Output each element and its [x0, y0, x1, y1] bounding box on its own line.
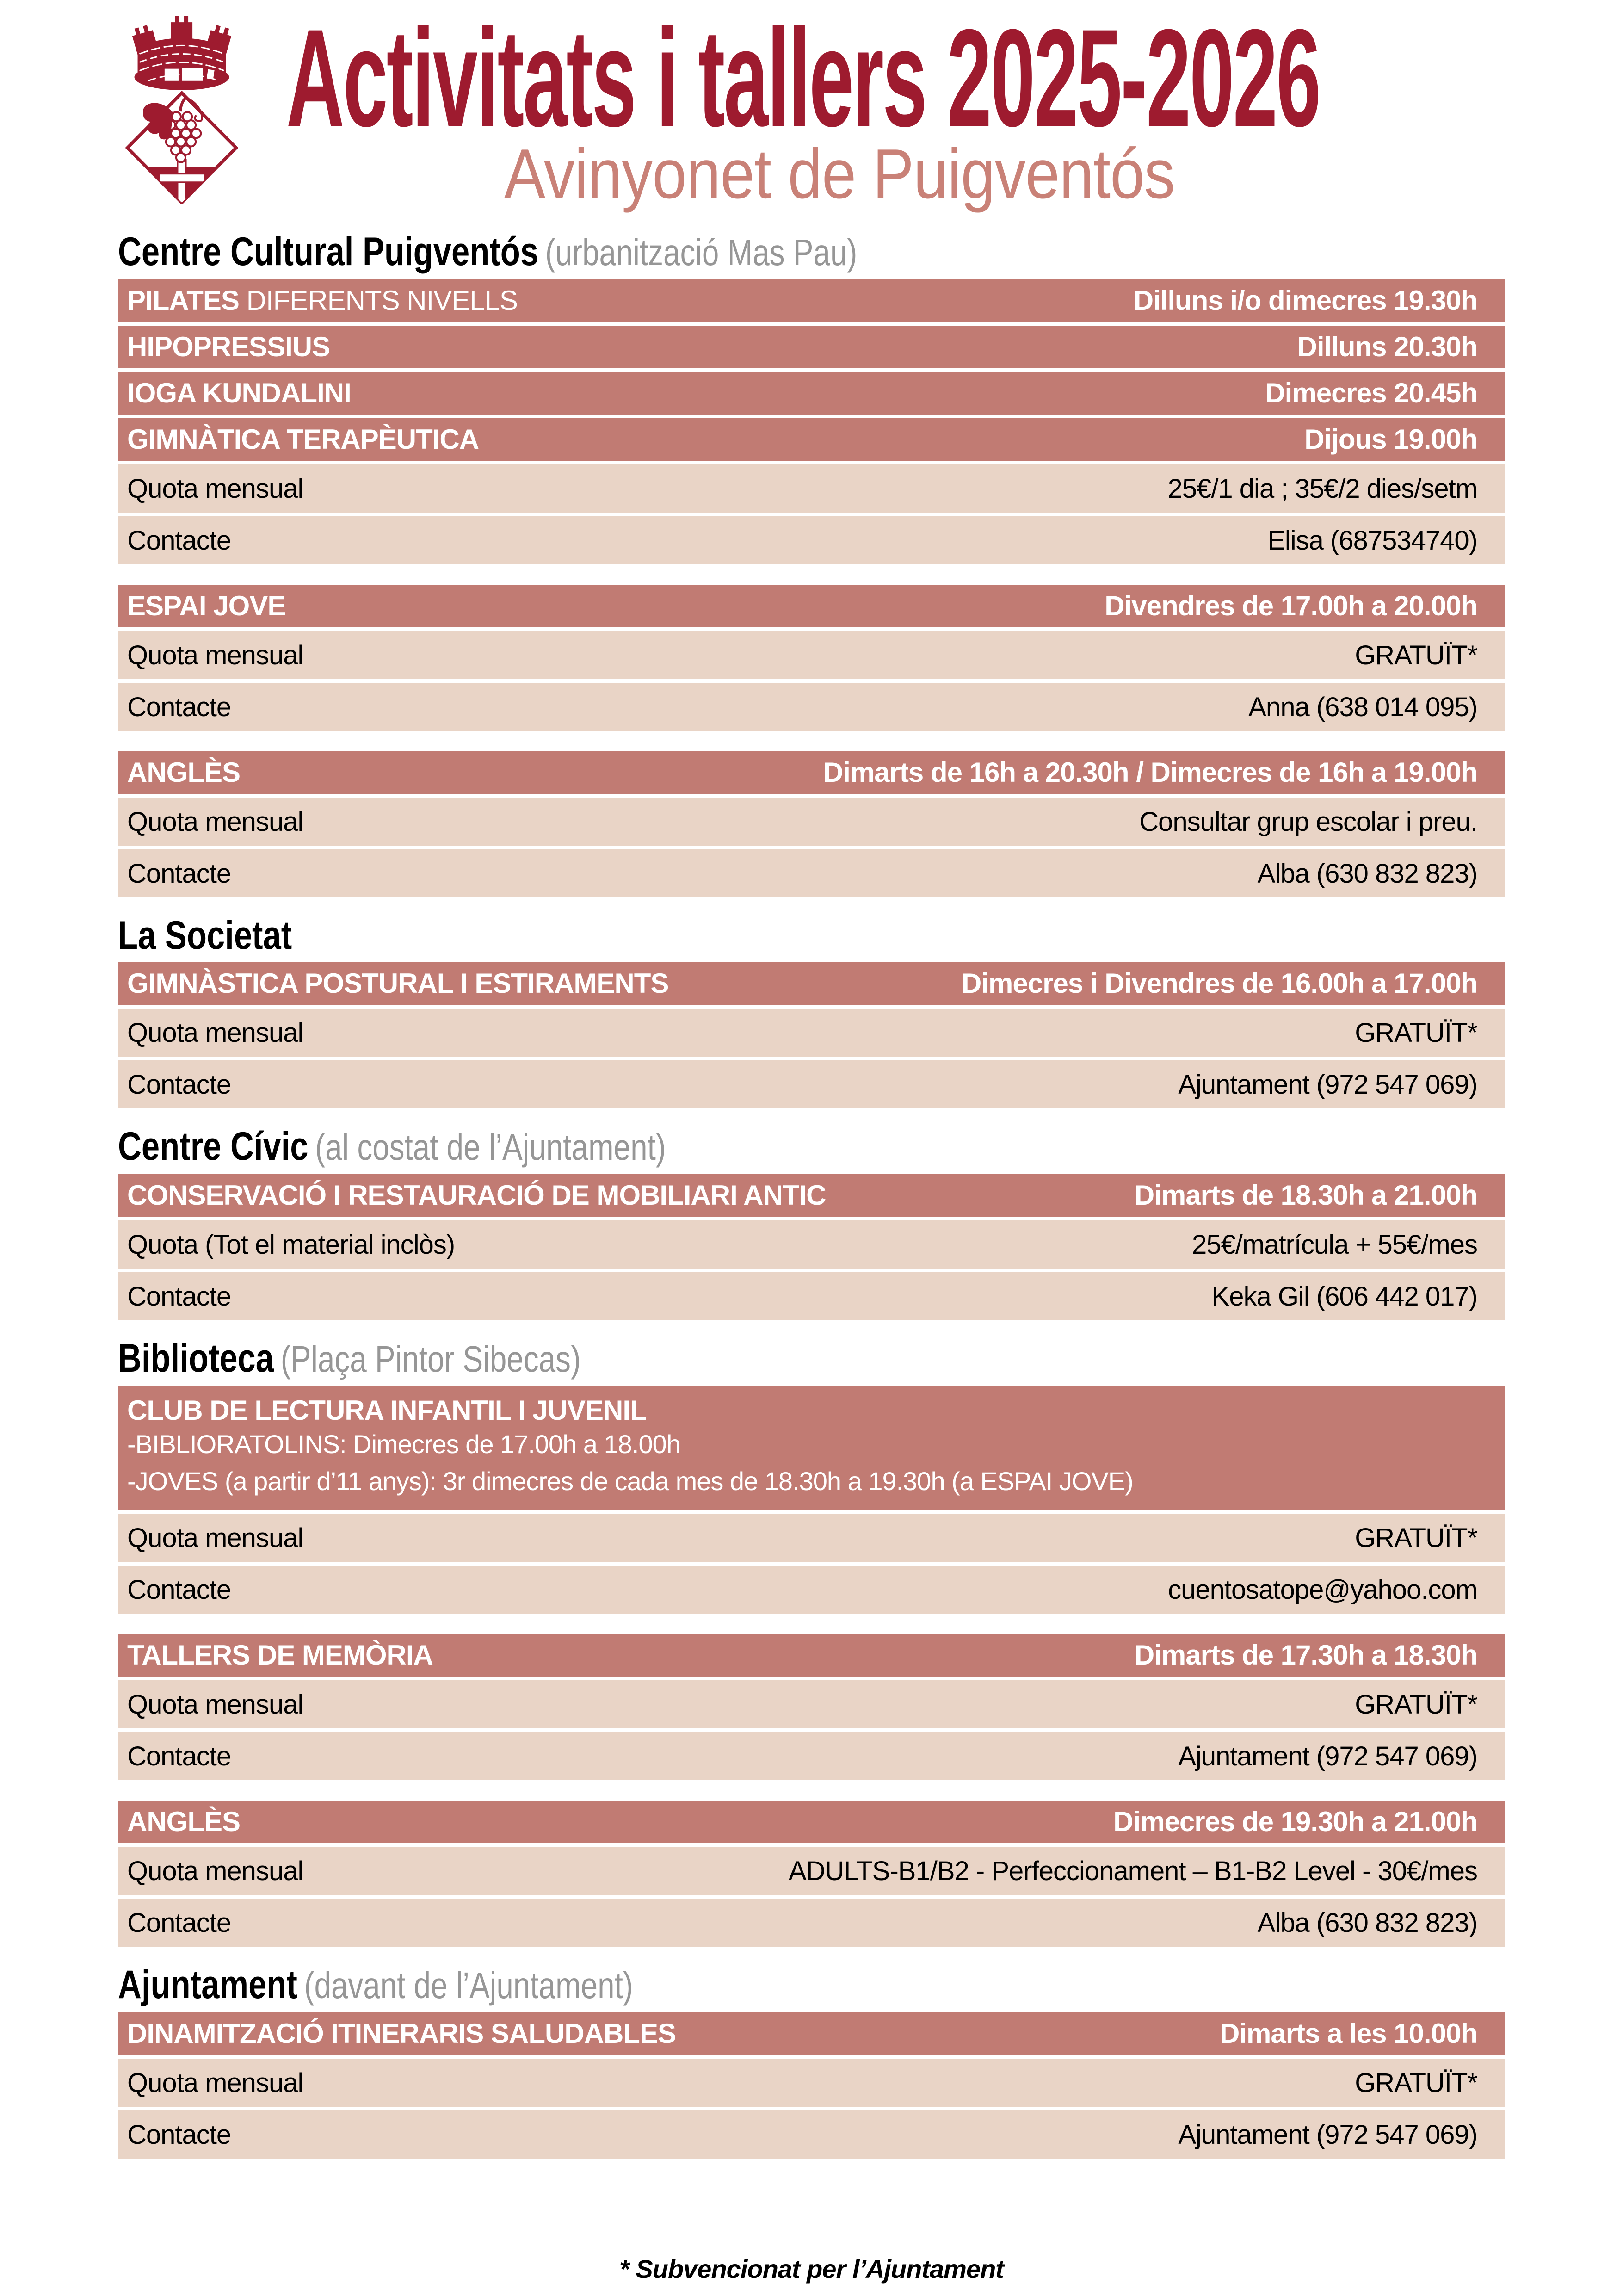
activity-title — [127, 424, 479, 455]
activity-header-line — [127, 1395, 1477, 1426]
activity-schedule: Dimecres 20.45h — [1265, 378, 1477, 408]
activity-title — [127, 757, 240, 788]
info-row — [118, 1060, 1505, 1108]
activity-header-row — [118, 1801, 1505, 1843]
activity-header-line — [127, 1640, 1477, 1671]
info-label: Contacte — [127, 1741, 231, 1771]
info-value: cuentosatope@yahoo.com — [1168, 1574, 1477, 1605]
activity-title — [127, 1180, 826, 1211]
info-label: Quota mensual — [127, 640, 303, 670]
activity-group — [118, 2012, 1505, 2159]
activity-name: ANGLÈS — [127, 1806, 241, 1837]
info-value: 25€/matrícula + 55€/mes — [1192, 1229, 1477, 1260]
activities-list — [118, 962, 1505, 1108]
info-row — [118, 1514, 1505, 1562]
activity-header-line — [127, 285, 1477, 316]
info-row — [118, 1220, 1505, 1269]
activity-name: HIPOPRESSIUS — [127, 331, 330, 362]
activity-header-line — [127, 968, 1477, 999]
activity-name: TALLERS DE MEMÒRIA — [127, 1640, 433, 1671]
sections-container — [118, 229, 1505, 2159]
activity-header-row — [118, 751, 1505, 794]
activity-header-line — [127, 378, 1477, 408]
activity-name-detail: DIFERENTS NIVELLS — [239, 285, 518, 316]
info-row — [118, 683, 1505, 731]
info-row — [118, 1272, 1505, 1320]
venue-section — [118, 913, 1505, 1108]
info-label: Contacte — [127, 1281, 231, 1312]
activity-group — [118, 1801, 1505, 1947]
activity-schedule: Dimecres i Divendres de 16.00h a 17.00h — [962, 968, 1477, 999]
info-label: Contacte — [127, 1574, 231, 1605]
section-heading — [118, 1336, 1255, 1380]
info-row — [118, 1566, 1505, 1614]
section-name: Biblioteca — [118, 1336, 274, 1380]
info-value: Keka Gil (606 442 017) — [1211, 1281, 1477, 1312]
activity-title — [127, 332, 330, 362]
info-value: Alba (630 832 823) — [1257, 1907, 1477, 1938]
activity-title — [127, 591, 285, 621]
activity-header-line — [127, 757, 1477, 788]
venue-section — [118, 1962, 1505, 2159]
info-row — [118, 1732, 1505, 1780]
info-label: Quota mensual — [127, 1522, 303, 1553]
info-value: GRATUÏT* — [1355, 1689, 1477, 1720]
activity-header-row — [118, 1174, 1505, 1217]
info-label: Contacte — [127, 1907, 231, 1938]
activity-header-row — [118, 2012, 1505, 2055]
info-value: GRATUÏT* — [1355, 640, 1477, 670]
info-label: Quota mensual — [127, 806, 303, 837]
info-value: Ajuntament (972 547 069) — [1178, 1069, 1477, 1100]
info-label: Quota mensual — [127, 1689, 303, 1720]
info-row — [118, 849, 1505, 897]
activity-title — [127, 1640, 433, 1671]
activity-title — [127, 968, 668, 999]
info-label: Quota mensual — [127, 2067, 303, 2098]
flyer-content — [118, 0, 1505, 2159]
venue-section — [118, 1124, 1505, 1320]
info-row — [118, 516, 1505, 564]
lozenge-shield-icon — [127, 93, 236, 203]
activity-group — [118, 279, 1505, 564]
activities-list — [118, 1386, 1505, 1947]
activities-list — [118, 2012, 1505, 2159]
activity-title — [127, 2018, 676, 2049]
info-row — [118, 2059, 1505, 2107]
info-row — [118, 1899, 1505, 1947]
info-row — [118, 1847, 1505, 1895]
info-label: Contacte — [127, 2119, 231, 2150]
page-header — [118, 0, 1505, 214]
activity-schedule: Dijous 19.00h — [1304, 424, 1477, 455]
activity-name: CONSERVACIÓ I RESTAURACIÓ DE MOBILIARI ANTIC — [127, 1180, 826, 1211]
activity-group — [118, 1386, 1505, 1614]
section-location-note: (al costat de l’Ajuntament) — [315, 1126, 666, 1168]
activity-header-row — [118, 326, 1505, 368]
activity-schedule-details — [127, 1426, 1477, 1500]
activity-header-row — [118, 1386, 1505, 1510]
activity-header-line — [127, 1807, 1477, 1837]
activity-name: DINAMITZACIÓ ITINERARIS SALUDABLES — [127, 2018, 676, 2049]
activities-list — [118, 279, 1505, 897]
activity-header-line — [127, 1180, 1477, 1211]
activities-list — [118, 1174, 1505, 1320]
activity-header-row — [118, 279, 1505, 322]
activity-schedule: Dimarts de 18.30h a 21.00h — [1134, 1180, 1477, 1211]
activity-name: GIMNÀTICA TERAPÈUTICA — [127, 424, 479, 455]
activity-header-line — [127, 332, 1477, 362]
activity-title — [127, 1807, 240, 1837]
activity-name: PILATES — [127, 285, 239, 316]
info-value: GRATUÏT* — [1355, 1017, 1477, 1048]
activity-header-row — [118, 1634, 1505, 1677]
activity-header-row — [118, 372, 1505, 415]
avinyonet-coat-of-arms-icon — [119, 4, 245, 204]
info-label: Quota mensual — [127, 1017, 303, 1048]
info-label: Contacte — [127, 1069, 231, 1100]
info-row — [118, 631, 1505, 679]
info-label: Quota mensual — [127, 1856, 303, 1886]
info-value: Alba (630 832 823) — [1257, 858, 1477, 889]
activity-schedule: Dimarts de 16h a 20.30h / Dimecres de 16h a 19.00h — [823, 757, 1477, 788]
section-name: La Societat — [118, 913, 292, 958]
activity-header-row — [118, 962, 1505, 1005]
activity-group — [118, 962, 1505, 1108]
section-location-note: (Plaça Pintor Sibecas) — [280, 1338, 581, 1380]
section-location-note: (urbanització Mas Pau) — [545, 232, 858, 273]
page-title: Activitats i tallers 2025-2026 — [286, 0, 1320, 155]
info-row — [118, 1009, 1505, 1057]
activity-schedule: Dimarts a les 10.00h — [1219, 2018, 1477, 2049]
activity-name: IOGA KUNDALINI — [127, 378, 351, 408]
activity-title — [127, 285, 518, 316]
info-value: ADULTS-B1/B2 - Perfeccionament – B1-B2 Level - 30€/mes — [788, 1856, 1477, 1886]
activity-group — [118, 1634, 1505, 1780]
section-heading — [118, 1962, 1255, 2007]
section-name: Centre Cívic — [118, 1124, 309, 1169]
activity-group — [118, 1174, 1505, 1320]
activity-schedule-line: -JOVES (a partir d’11 anys): 3r dimecres de cada mes de 18.30h a 19.30h (a ESPAI JOVE) — [127, 1467, 1133, 1496]
activity-header-row — [118, 418, 1505, 461]
activity-header-line — [127, 424, 1477, 455]
mural-crown-icon — [130, 16, 233, 90]
info-value: Ajuntament (972 547 069) — [1178, 1741, 1477, 1771]
info-value: GRATUÏT* — [1355, 1522, 1477, 1553]
activity-schedule: Dilluns 20.30h — [1297, 331, 1477, 362]
activity-name: GIMNÀSTICA POSTURAL I ESTIRAMENTS — [127, 968, 669, 999]
section-name: Centre Cultural Puigventós — [118, 229, 539, 274]
subsidy-footnote: * Subvencionat per l’Ajuntament — [619, 2254, 1004, 2284]
venue-section — [118, 1336, 1505, 1947]
section-location-note: (davant de l’Ajuntament) — [304, 1965, 633, 2006]
activity-header-line — [127, 591, 1477, 621]
section-heading — [118, 1124, 1255, 1169]
activity-name: ANGLÈS — [127, 757, 241, 788]
info-row — [118, 464, 1505, 513]
activity-schedule: Dilluns i/o dimecres 19.30h — [1133, 285, 1477, 316]
info-value: Ajuntament (972 547 069) — [1178, 2119, 1477, 2150]
activity-name: CLUB DE LECTURA INFANTIL I JUVENIL — [127, 1395, 647, 1426]
venue-section — [118, 229, 1505, 897]
section-name: Ajuntament — [118, 1962, 297, 2007]
section-heading — [118, 229, 1255, 274]
activity-schedule-line: -BIBLIORATOLINS: Dimecres de 17.00h a 18.00h — [127, 1430, 680, 1459]
activity-group — [118, 751, 1505, 897]
activity-header-line — [127, 2018, 1477, 2049]
activity-group — [118, 585, 1505, 731]
info-label: Contacte — [127, 692, 231, 722]
info-row — [118, 1680, 1505, 1728]
info-row — [118, 798, 1505, 846]
info-label: Contacte — [127, 858, 231, 889]
info-label: Quota mensual — [127, 473, 303, 504]
activity-schedule: Dimecres de 19.30h a 21.00h — [1113, 1806, 1477, 1837]
info-label: Contacte — [127, 525, 231, 556]
info-value: Anna (638 014 095) — [1248, 692, 1477, 722]
activity-name: ESPAI JOVE — [127, 590, 286, 621]
activity-title — [127, 378, 351, 408]
activity-schedule: Divendres de 17.00h a 20.00h — [1105, 590, 1477, 621]
activity-header-row — [118, 585, 1505, 627]
page-subtitle: Avinyonet de Puigventós — [504, 135, 1175, 213]
info-value: 25€/1 dia ; 35€/2 dies/setm — [1167, 473, 1477, 504]
info-label: Quota (Tot el material inclòs) — [127, 1229, 455, 1260]
info-value: Elisa (687534740) — [1267, 525, 1477, 556]
info-row — [118, 2110, 1505, 2159]
activity-schedule: Dimarts de 17.30h a 18.30h — [1134, 1640, 1477, 1671]
activity-title — [127, 1395, 647, 1426]
info-value: Consultar grup escolar i preu. — [1139, 806, 1477, 837]
info-value: GRATUÏT* — [1355, 2067, 1477, 2098]
section-heading — [118, 913, 1255, 958]
